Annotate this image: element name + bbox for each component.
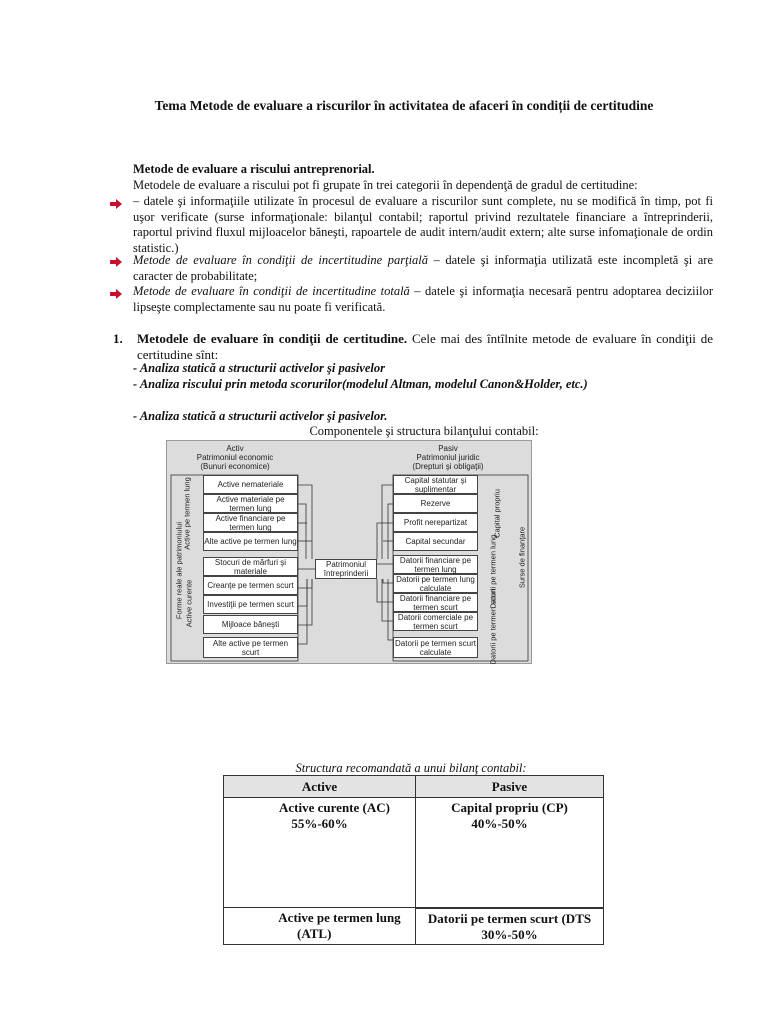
pasiv-item: Profit nerepartizat xyxy=(393,513,478,532)
activ-item: Mijloace băneşti xyxy=(203,615,298,634)
section2-heading-rest: Cele mai des întîlnite metode de evaluare în condiţii de certitudine sînt: xyxy=(137,331,713,362)
bullet-partial-title: Metode de evaluare în condiţii de incertitudine parţială xyxy=(133,253,429,267)
label-capital-propriu: Capital propriu xyxy=(492,489,502,538)
cell-datorii-termen-scurt: Datorii pe termen scurt (DTS 30%-50% xyxy=(416,908,604,945)
diagram-caption: Componentele şi structura bilanţului contabil: xyxy=(309,424,539,438)
bullet-partial-uncertainty xyxy=(133,253,713,284)
intro-text: Metodele de evaluare a riscului pot fi grupate în trei categorii în dependenţă de gradul de certitudine: xyxy=(133,178,638,192)
method-item-scoring: - Analiza riscului prin metoda scorurilor(modelul Altman, modelul Canon&Holder, etc.) xyxy=(133,377,588,391)
activ-item: Creanţe pe termen scurt xyxy=(203,576,298,595)
red-arrow-bullet-icon xyxy=(109,198,123,210)
section-heading-risk-methods: Metode de evaluare a riscului antreprenorial. xyxy=(133,162,375,176)
pasiv-item: Datorii comerciale pe termen scurt xyxy=(393,612,478,631)
method-item-static: - Analiza statică a structurii activelor şi pasivelor xyxy=(133,361,385,375)
bullet-partial-text: – datele şi informaţia utilizată este incompletă şi are caracter de probabilitate; xyxy=(133,253,713,283)
cell-capital-propriu: Capital propriu (CP) 40%-50% xyxy=(416,798,604,908)
col-header-active: Active xyxy=(224,776,416,798)
balance-diagram xyxy=(166,440,532,664)
page-title: Tema Metode de evaluare a riscurilor în activitatea de afaceri în condiții de certitudine xyxy=(154,98,654,113)
list-number: 1. xyxy=(113,331,123,346)
col-header-pasive: Pasive xyxy=(416,776,604,798)
pasiv-header: Pasiv Patrimoniul juridic (Drepturi şi obligaţii) xyxy=(412,444,484,471)
activ-item: Active nemateriale xyxy=(203,475,298,494)
bullet-total-title: Metode de evaluare în condiţii de incertitudine totală xyxy=(133,284,410,298)
activ-item: Stocuri de mărfuri şi materiale xyxy=(203,557,298,576)
red-arrow-bullet-icon xyxy=(109,288,123,300)
label-datorii-termen-lung: Datorii pe termen lung xyxy=(488,534,498,609)
activ-item: Active financiare pe termen lung xyxy=(203,513,298,532)
activ-item: Alte active pe termen lung xyxy=(203,532,298,551)
section-heading-certainty xyxy=(137,331,713,362)
label-surse-finantare: Surse de finanţare xyxy=(517,526,527,589)
bullet-total-uncertainty xyxy=(133,284,713,315)
label-active-termen-lung: Active pe termen lung xyxy=(182,477,192,550)
balance-table-caption: Structura recomandată a unui bilanţ contabil: xyxy=(295,761,527,775)
label-forme-reale: Forme reale ale patrimoniului xyxy=(174,521,184,620)
pasiv-item: Datorii pe termen lung calculate xyxy=(393,574,478,593)
activ-header: Activ Patrimoniul economic (Bunuri economice) xyxy=(196,444,274,471)
pasiv-item: Datorii financiare pe termen scurt xyxy=(393,593,478,612)
center-patrimoniu: Patrimoniul întreprinderii xyxy=(315,559,377,579)
bullet-certainty: – datele şi informaţiile utilizate în procesul de evaluare a riscurilor sunt complete, nu se modifică în timp, pot fi uşor verificate (surse informaţionale: bilanţul contabil; raportul privind rezultatele financiare a întreprinderii, raportul privind fluxul mijloacelor băneşti, rapoartele de audit intern/audit extern; alte surse infomaţionale de ordin statistic.) xyxy=(133,194,713,255)
activ-item: Investiţii pe termen scurt xyxy=(203,595,298,614)
activ-item: Alte active pe termen scurt xyxy=(203,637,298,658)
pasiv-item: Datorii financiare pe termen lung xyxy=(393,555,478,574)
red-arrow-bullet-icon xyxy=(109,256,123,268)
label-datorii-termen-scurt: Datorii pe termen scurt xyxy=(488,588,498,665)
activ-item: Active materiale pe termen lung xyxy=(203,494,298,513)
pasiv-item: Capital secundar xyxy=(393,532,478,551)
pasiv-item: Datorii pe termen scurt calculate xyxy=(393,637,478,658)
method-item-static-heading: - Analiza statică a structurii activelor şi pasivelor. xyxy=(133,409,388,423)
pasiv-item: Rezerve xyxy=(393,494,478,513)
label-active-curente: Active curente xyxy=(184,579,194,628)
cell-active-termen-lung: Active pe termen lung (ATL) xyxy=(224,908,416,945)
cell-active-curente: Active curente (AC) 55%-60% xyxy=(224,798,416,908)
pasiv-item: Capital statutar şi suplimentar xyxy=(393,475,478,494)
bullet-total-text: – datele şi informaţia necesară pentru adoptarea deciziilor lipseşte complectamente sau nu poate fi verificată. xyxy=(133,284,713,314)
balance-structure-table xyxy=(223,775,604,945)
section2-heading: Metodele de evaluare în condiţii de certitudine. xyxy=(137,331,408,346)
